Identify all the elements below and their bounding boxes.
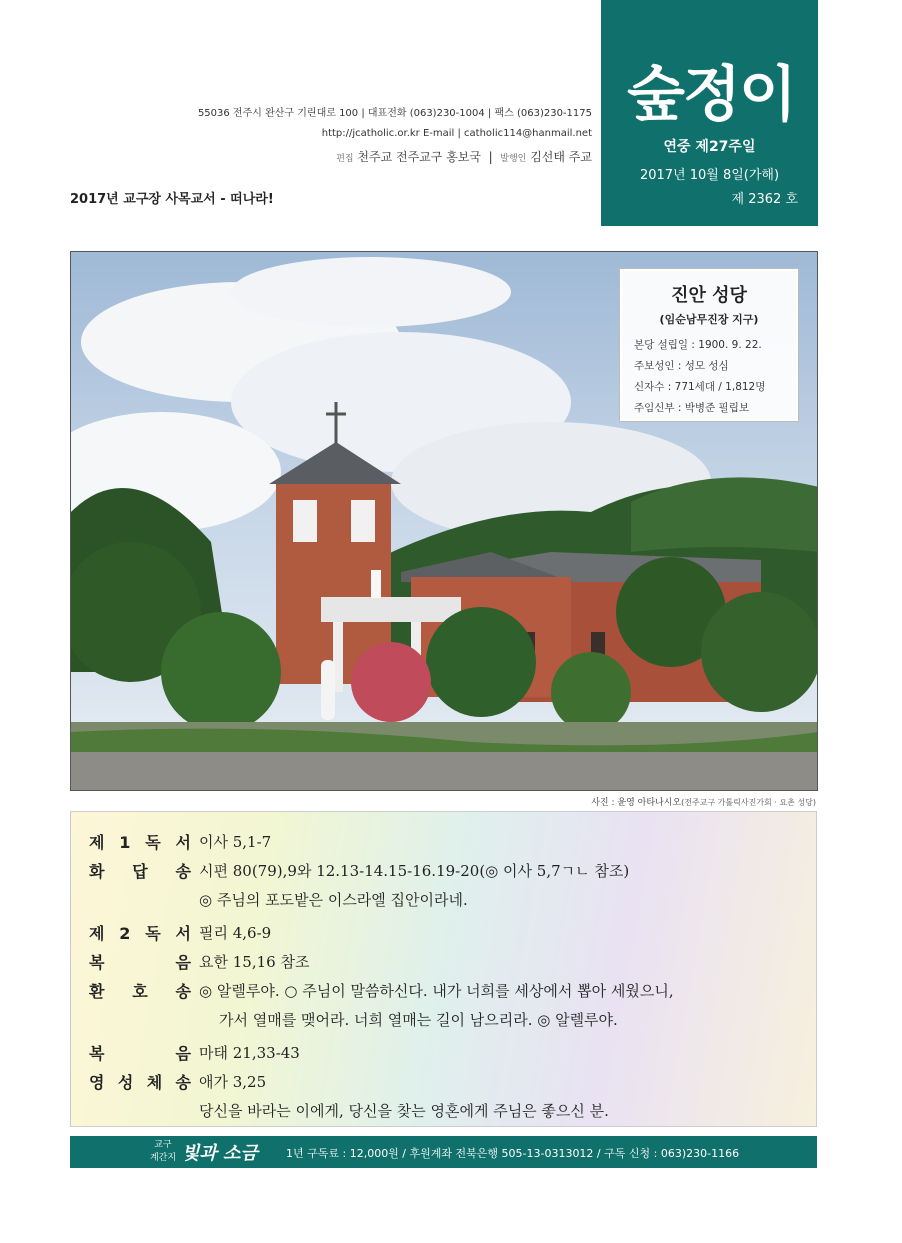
subscription-footer	[70, 1136, 817, 1168]
reading-ref: 이사 5,1-7	[199, 833, 272, 851]
communion-text: 당신을 바라는 이에게, 당신을 찾는 영혼에게 주님은 좋으신 분.	[199, 1102, 609, 1120]
label-char: 환	[89, 982, 105, 1001]
label-char: 음	[175, 1044, 191, 1063]
church-founded: 본당 설립일 : 1900. 9. 22.	[634, 339, 762, 351]
church-members: 신자수 : 771세대 / 1,812명	[634, 381, 766, 393]
label-char: 음	[175, 953, 191, 972]
liturgical-sunday: 연중 제27주일	[663, 139, 756, 155]
label-char: 서	[175, 833, 191, 852]
acclamation-text-cont: 가서 열매를 맺어라. 너희 열매는 길이 남으리라. ◎ 알렐루야.	[219, 1011, 618, 1029]
masthead	[601, 0, 818, 226]
reading-acclamation	[89, 977, 798, 1006]
reading-first	[89, 828, 798, 857]
label-char: 화	[89, 862, 105, 881]
label-char: 독	[145, 924, 161, 943]
issue-date: 2017년 10월 8일(가해)	[639, 168, 780, 183]
label-char: 1	[119, 833, 131, 852]
reading-gospel	[89, 1039, 798, 1068]
label-char: 영	[89, 1073, 105, 1092]
acclamation-text: ◎ 알렐루야. ○ 주님이 말씀하신다. 내가 너희를 세상에서 뽑아 세웠으니,	[199, 982, 674, 1000]
label-char: 복	[89, 1044, 105, 1063]
reading-ref: 애가 3,25	[199, 1073, 267, 1091]
church-name: 진안 성당	[671, 285, 747, 306]
footer-small-line: 교구	[154, 1140, 172, 1150]
photo-credit-sub: (전주교구 가톨릭사진가회 · 요촌 성당)	[681, 798, 816, 807]
church-district: (임순남무진장 지구)	[659, 313, 759, 326]
subscription-info: 1년 구독료 : 12,000원 / 후원계좌 전북은행 505-13-0313012 / 구독 신청 : 063)230-1166	[286, 1147, 740, 1160]
label-char: 2	[119, 924, 131, 943]
reading-ref: 필리 4,6-9	[199, 924, 272, 942]
reading-communion	[89, 1068, 798, 1097]
reading-label	[89, 948, 199, 977]
photo-credit-main: 사진 : 윤영 아타나시오	[591, 798, 682, 808]
reading-label	[89, 1068, 199, 1097]
reading-psalm	[89, 857, 798, 886]
label-char: 송	[175, 1073, 191, 1092]
psalm-response: ◎ 주님의 포도밭은 이스라엘 집안이라네.	[199, 891, 468, 909]
label-char: 호	[132, 982, 148, 1001]
church-pastor: 주임신부 : 박병준 필립보	[634, 402, 749, 414]
publisher-label: 발행인	[500, 154, 527, 164]
address-line: 55036 전주시 완산구 기린대로 100 | 대표전화 (063)230-1004 | 팩스 (063)230-1175	[197, 108, 592, 119]
footer-magazine-type	[148, 1139, 178, 1165]
label-char: 답	[132, 862, 148, 881]
separator: |	[484, 150, 497, 164]
editor-line	[198, 147, 592, 169]
label-char: 송	[175, 862, 191, 881]
reading-label	[89, 857, 199, 886]
photo-credit	[591, 795, 816, 808]
label-char: 독	[145, 833, 161, 852]
headline: 2017년 교구장 사목교서 - 떠나라!	[70, 192, 274, 207]
issue-number: 제 2362 호	[731, 192, 798, 207]
editor-label: 편집	[336, 154, 354, 164]
label-char: 복	[89, 953, 105, 972]
reading-label	[89, 919, 199, 948]
reading-ref: 마태 21,33-43	[199, 1044, 300, 1062]
label-char: 송	[175, 982, 191, 1001]
reading-label	[89, 1039, 199, 1068]
church-info-box	[620, 269, 798, 421]
publisher-info	[198, 104, 592, 169]
church-patron: 주보성인 : 성모 성심	[634, 360, 729, 372]
label-char: 제	[89, 924, 105, 943]
magazine-brand-logo: 빛과 소금	[182, 1143, 258, 1164]
readings-box	[70, 811, 817, 1127]
reading-gospel-verse	[89, 948, 798, 977]
label-char: 제	[89, 833, 105, 852]
web-line: http://jcatholic.or.kr E-mail | catholic114@hanmail.net	[321, 128, 592, 139]
newsletter-logo: 숲정이	[627, 60, 795, 130]
church-photo	[70, 251, 818, 791]
reading-ref: 시편 80(79),9와 12.13-14.15-16.19-20(◎ 이사 5,7ㄱㄴ 참조)	[199, 862, 630, 880]
publisher-name: 김선태 주교	[530, 150, 592, 164]
reading-second	[89, 919, 798, 948]
reading-ref: 요한 15,16 참조	[199, 953, 310, 971]
label-char: 성	[117, 1073, 134, 1092]
label-char: 체	[146, 1073, 163, 1092]
footer-small-line: 계간지	[149, 1153, 177, 1163]
editor-name: 천주교 전주교구 홍보국	[357, 150, 481, 164]
reading-label	[89, 977, 199, 1006]
label-char: 서	[175, 924, 191, 943]
reading-label	[89, 828, 199, 857]
